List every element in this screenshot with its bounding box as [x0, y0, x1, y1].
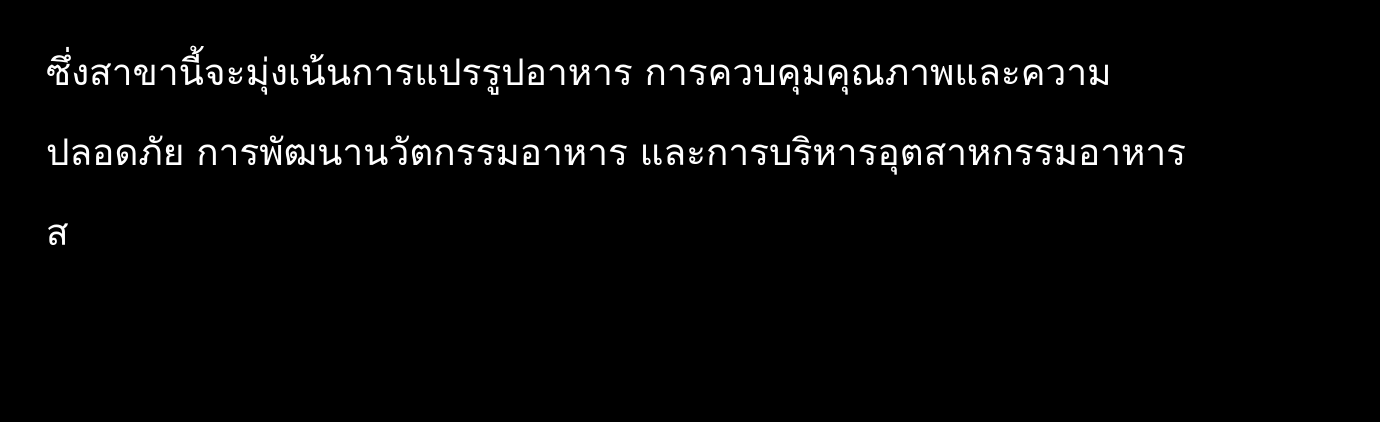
caption-line-2: ปลอดภัย การพัฒนานวัตกรรมอาหาร และการบริหารอุตสาหกรรมอาหาร	[46, 131, 1187, 174]
caption-text	[46, 38, 1346, 278]
caption-line-1: ซึ่งสาขานี้จะมุ่งเน้นการแปรรูปอาหาร การควบคุมคุณภาพและความ	[46, 51, 1112, 94]
caption-line-3: ส	[46, 211, 69, 254]
